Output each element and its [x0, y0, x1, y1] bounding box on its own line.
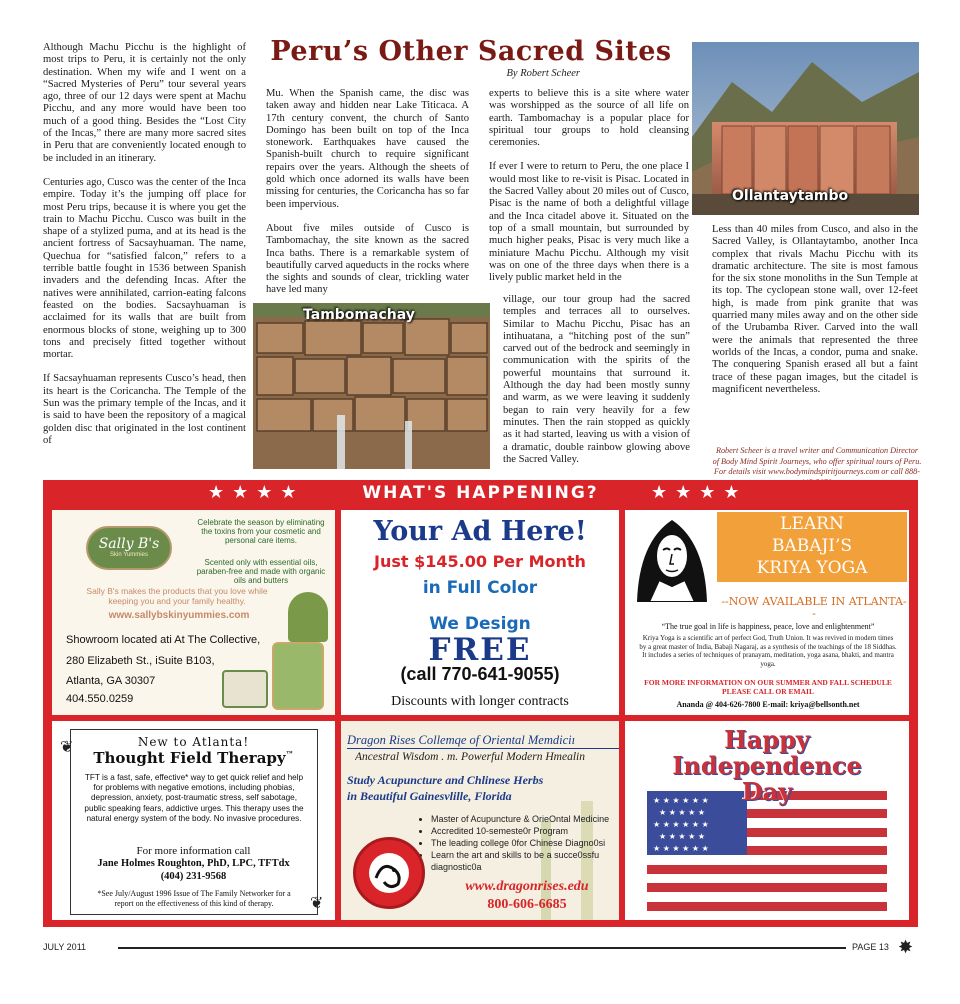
article-column-4 [712, 224, 918, 396]
sally-address-2: 280 Elizabeth St., iSuite B103, [66, 655, 215, 667]
whats-happening-section [43, 480, 918, 927]
footer-date: JULY 2011 [43, 942, 87, 952]
ad-thought-field-therapy [52, 721, 335, 920]
kriya-body: Kriya Yoga is a scientific art of perfect God, Truth Union. It was revived in modern times by a great master of India, Babaji Nagaraj, as a synthesis of the teachings of the 18 Siddhas. It includes a series of techniques of pranayam, meditation, yoga asana, bhakti, and mantra yoga. [639, 634, 897, 668]
sally-product-jar [272, 642, 324, 710]
tft-title [52, 749, 335, 767]
tft-name: Jane Holmes Roughton, PhD, LPC, TFTdx [97, 858, 290, 869]
flag-image [647, 791, 887, 911]
tft-title-text: Thought Field Therapy [93, 749, 286, 767]
compass-star-icon: ✸ [898, 937, 914, 957]
yours-color: in Full Color [422, 578, 538, 598]
holiday-line-3: Day [741, 777, 793, 806]
tft-new: New to Atlanta! [137, 735, 250, 749]
photo-caption: Ollantaytambo [732, 188, 849, 204]
tft-phone[interactable]: (404) 231-9568 [160, 871, 227, 882]
leaf-ornament-icon: ❦ [60, 739, 74, 756]
kriya-quote: “The true goal in life is happiness, peace, love and enlightenment” [661, 622, 875, 631]
dragon-seal [353, 837, 425, 909]
footer-rule [118, 947, 846, 949]
holiday-line-1: Happy [724, 725, 810, 754]
sally-tagline: Sally B's makes the products that you love while keeping you and your family healthy. [86, 586, 268, 606]
paragraph: Less than 40 miles from Cusco, and also in the Sacred Valley, is Ollantaytambo, another Inca complex that rivals Machu Picchu with its dramatic architecture. The site is most famous for the six stone monoliths in the Sun Temple at its top. The cyclopean stone wall, over 12-feet high, is made from pink granite that was quarried many miles away and on the other side of the Urubamba River. Carved into the wall were the animals that represented the three worlds of the Incas, a condor, puma and snake. The conquering Spanish erased all but a faint trace of these pagan images, but the citadel is magnificent nevertheless. [712, 224, 918, 395]
paragraph: About five miles outside of Cusco is Tambomachay, the site known as the sacred Inca baths. There is a remarkable system of beautifully carved aqueducts in the rocks where the sights and sounds of clear, trickling water have led many [266, 222, 469, 296]
sally-product-gift [288, 592, 328, 642]
list-item: • The leading college 0for Chinese Diagno0si [431, 837, 617, 849]
paragraph: If ever I were to return to Peru, the one place I would most like to re-visit is Pisac. Located in the Sacred Valley about 20 miles out of Cusco, Pisac is the name of both a delightful village and the Inca citadel above it. Situated on the top of a small mountain, but surrounded by much higher peaks, Pisac is very much like a miniature Machu Picchu. Although my visit was on one of the three days when there is a lively public market held in the [489, 161, 689, 284]
yours-price: Just $145.00 Per Month [374, 552, 586, 571]
dragon-phone[interactable]: 800-606-6685 [487, 897, 567, 912]
section-title: WHAT'S HAPPENING? [362, 483, 599, 503]
tft-trademark: ™ [285, 749, 294, 759]
holiday-line-2: Independence [672, 751, 862, 780]
ad-your-ad-here [341, 510, 619, 715]
dragon-icon [356, 840, 422, 906]
kriya-more-info: FOR MORE INFORMATION ON OUR SUMMER AND FALL SCHEDULE PLEASE CALL OR EMAIL [644, 678, 892, 696]
article-byline: By Robert Scheer [506, 68, 580, 79]
sally-phone: 404.550.0259 [66, 693, 134, 705]
yours-discount: Discounts with longer contracts [391, 694, 569, 709]
leaf-ornament-icon: ❦ [310, 895, 324, 912]
dragon-study-2: in Beautiful Gainesvlille, Florida [347, 789, 512, 803]
paragraph: experts to believe this is a site where water was worshipped as the source of all life on earth. Tambomachay is a popular place for spiritual tour groups to hold cleansing ceremonies. [489, 88, 689, 149]
logo-subtext: Skin Yummies [110, 552, 148, 558]
sally-product-tin [222, 670, 268, 708]
svg-text:★ ★ ★ ★ ★ ★: ★ ★ ★ ★ ★ ★ [653, 844, 709, 853]
sally-address-3: Atlanta, GA 30307 [66, 675, 156, 687]
author-credit: Robert Scheer is a travel writer and Communication Director of Body Mind Spirit Journeys, who offer spiritual tours of Peru. For details visit www.bodymindspiritjourneys.com or call 888- [712, 446, 922, 477]
svg-text:★ ★ ★ ★ ★ ★: ★ ★ ★ ★ ★ ★ [653, 796, 709, 805]
article-column-3 [489, 88, 689, 284]
kriya-title-3: KRIYA YOGA [756, 558, 868, 578]
kriya-title-1: LEARN [780, 514, 844, 534]
sally-blurb-1: Celebrate the season by eliminating the toxins from your cosmetic and personal care items. [197, 518, 325, 545]
babaji-portrait [629, 512, 715, 602]
logo-text: Sally B's [98, 536, 160, 552]
yours-phone[interactable]: (call 770-641-9055) [400, 664, 560, 684]
paragraph: If Sacsayhuaman represents Cusco’s head, then its heart is the Coricancha. The Temple of the Sun was the primary temple of the Incas, and it is said to have been the repository of a magical golden disc that originated in the lost continent of [43, 373, 246, 446]
dragon-subtitle: Ancestral Wisdom . m. Powerful Modern Hmealin [355, 751, 585, 763]
kriya-now-available: --NOW AVAILABLE IN ATLANTA-- [721, 595, 907, 620]
sally-logo [86, 526, 172, 570]
photo-tambomachay [253, 303, 490, 469]
article-column-2 [266, 88, 469, 297]
stars-right: ★★★★ [651, 482, 748, 502]
sally-address-1: Showroom located ati At The Collective, [66, 634, 261, 646]
kriya-title-2: BABAJI’S [771, 536, 853, 556]
ad-independence-day [625, 721, 909, 920]
babaji-portrait-drawing [629, 512, 715, 602]
article-column-3-continued [503, 294, 690, 466]
article-column-1 [43, 42, 246, 447]
svg-text:★ ★ ★ ★ ★: ★ ★ ★ ★ ★ [659, 832, 706, 841]
paragraph: Centuries ago, Cusco was the center of the Inca empire. Today it’s the jumping off place for most Peru trips, because it is where you get the train to Machu Picchu. Cusco was built in the shape of a stylized puma, and at its head is the ancient fortress of Sacsayhuaman. The name, Quechua for “satisfied falcon,” refers to a terrible battle fought in 1536 between Spanish invaders and the defending Incas. After the natives were annihilated, carrion-eating falcons feasted on the bodies. Sacsayhuaman is acclaimed for its walls that are built from enormous blocks of stone, weighing up to 300 tons and precisely fitted together without mortar. [43, 176, 246, 361]
list-item: • Learn the art and skills to be a succe0ssfu diagnostic0a [431, 849, 617, 873]
yours-design: We Design [429, 614, 531, 634]
kriya-contact[interactable]: Ananda @ 404-626-7800 E-mail: kriya@bellsonth.net [676, 700, 860, 709]
dragon-study-1: Study Acupuncture and Chlinese Herbs [347, 773, 544, 787]
article-title: Peru’s Other Sacred Sites [270, 36, 672, 67]
svg-text:★ ★ ★ ★ ★ ★: ★ ★ ★ ★ ★ ★ [653, 820, 709, 829]
sally-url[interactable]: www.sallybskinyummies.com [108, 610, 250, 621]
photo-ollantaytambo [692, 42, 919, 215]
tft-info: For more information call [136, 845, 251, 857]
paragraph: village, our tour group had the sacred temples and terraces all to ourselves. Similar to Machu Picchu, Pisac has an intihuatana, a “hitching post of the sun” carved out of the bedrock and seemingly in communication with the spirits of the powerful mountains that surround it. Although the day had been mostly sunny and warm, as we were leaving it suddenly began to rain very heavily for a few minutes. Then the rain stopped as quickly as it had started, leaving us with a vision of a dramatic, double rainbow glowing above the Sacred Valley. [503, 294, 690, 465]
ad-sally-b [52, 510, 335, 715]
sally-blurb-2: Scented only with essential oils, paraben-free and made with organic oils and butters [196, 558, 326, 585]
stars-left: ★★★★ [208, 482, 305, 502]
yours-headline: Your Ad Here! [373, 516, 587, 547]
list-item: • Accredited 10-semeste0r Program [431, 825, 617, 837]
svg-text:★ ★ ★ ★ ★: ★ ★ ★ ★ ★ [659, 808, 706, 817]
ad-kriya-yoga [625, 510, 909, 715]
list-item: • Master of Acupuncture & OrieOntal Medicine [431, 813, 617, 825]
photo-caption: Tambomachay [303, 307, 415, 323]
dragon-bullets [431, 813, 617, 873]
tft-body: TFT is a fast, safe, effective* way to get quick relief and help for problems with negative emotions, including phobias, depression, anxiety, post-traumatic stress, self sabotage, public speaking fears, addictive urges. This therapy uses the natural energy system of the body. No invasive procedures. [84, 773, 304, 823]
paragraph: Mu. When the Spanish came, the disc was taken away and hidden near Lake Titicaca. A 17th century convent, the church of Santo Domingo has been built on top of the Inca stonework. Earthquakes have caused the Spanish-built church to require significant repairs over the years. Although the sheets of gold which once adorned its walls have been missing for centuries, the Coricancha has so far been impervious. [266, 88, 469, 210]
tambomachay-image [253, 303, 490, 469]
ad-dragon-rises [341, 721, 619, 920]
dragon-college-name: Dragon Rises Collemqe of Oriental Memdiciı [347, 733, 619, 749]
footer-page: PAGE 13 [852, 942, 889, 952]
flag-icon [647, 791, 887, 911]
yours-free: FREE [428, 632, 532, 668]
paragraph: Although Machu Picchu is the highlight of most trips to Peru, it is certainly not the only destination. When my wife and I went on a “Sacred Mysteries of Peru” tour several years ago, three of our 12 days were spent at Machu Picchu, and any more would have been too much of a good thing. Besides the “Lost City of the Incas,” there are many more sacred sites in Peru that are conveniently located enough to be included in an itinerary. [43, 42, 246, 164]
dragon-url[interactable]: www.dragonrises.edu [465, 879, 589, 894]
tft-note: *See July/August 1996 Issue of The Family Networker for a report on the effectiveness of this kind of therapy. [97, 889, 291, 908]
